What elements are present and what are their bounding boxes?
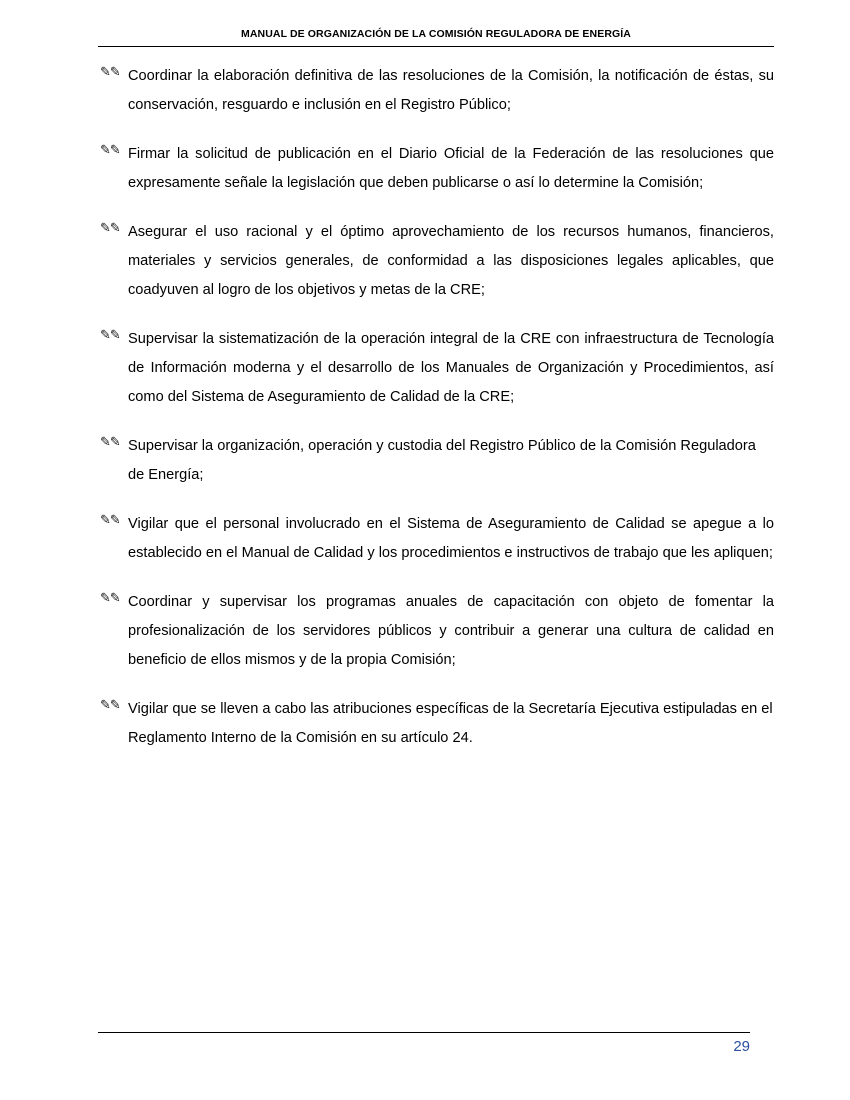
footer-divider [98,1032,750,1033]
list-item [98,695,774,753]
list-item-text: Firmar la solicitud de publicación en el Diario Oficial de la Federación de las resoluciones que expresamente señale la legislación que deben publicarse o así lo determine la Comisión; [128,146,774,191]
list-item [98,510,774,568]
list-item [98,218,774,305]
list-item-text: Coordinar y supervisar los programas anuales de capacitación con objeto de fomentar la profesionalización de los servidores públicos y contribuir a generar una cultura de calidad en beneficio de ellos mismos y de la propia Comisión; [128,594,774,668]
list-item-text: Asegurar el uso racional y el óptimo aprovechamiento de los recursos humanos, financieros, materiales y servicios generales, de conformidad a las disposiciones legales aplicables, que coadyuven al logro de los objetivos y metas de la CRE; [128,224,774,298]
list-item [98,588,774,675]
pen-bullet-icon: ✎✎ [100,698,120,713]
pen-bullet-icon: ✎✎ [100,328,120,343]
header-title: MANUAL DE ORGANIZACIÓN DE LA COMISIÓN REGULADORA DE ENERGÍA [241,28,631,40]
body-content [98,62,774,773]
page-number: 29 [733,1038,750,1055]
list-item [98,62,774,120]
pen-bullet-icon: ✎✎ [100,221,120,236]
page-header [98,28,774,40]
list-item [98,325,774,412]
pen-bullet-icon: ✎✎ [100,435,120,450]
header-divider [98,46,774,47]
pen-bullet-icon: ✎✎ [100,513,120,528]
list-item-text: Supervisar la sistematización de la operación integral de la CRE con infraestructura de Tecnología de Información moderna y el desarrollo de los Manuales de Organización y Procedimientos, así como del Sistema de Aseguramiento de Calidad de la CRE; [128,331,774,405]
pen-bullet-icon: ✎✎ [100,143,120,158]
list-item-text: Coordinar la elaboración definitiva de las resoluciones de la Comisión, la notificación de éstas, su conservación, resguardo e inclusión en el Registro Público; [128,68,774,113]
list-item-text: Supervisar la organización, operación y custodia del Registro Público de la Comisión Reguladora de Energía; [128,438,756,483]
pen-bullet-icon: ✎✎ [100,65,120,80]
list-item [98,140,774,198]
pen-bullet-icon: ✎✎ [100,591,120,606]
list-item [98,432,774,490]
list-item-text: Vigilar que el personal involucrado en el Sistema de Aseguramiento de Calidad se apegue a lo establecido en el Manual de Calidad y los procedimientos e instructivos de trabajo que les apliquen; [128,516,774,561]
list-item-text: Vigilar que se lleven a cabo las atribuciones específicas de la Secretaría Ejecutiva estipuladas en el Reglamento Interno de la Comisión en su artículo 24. [128,701,773,746]
